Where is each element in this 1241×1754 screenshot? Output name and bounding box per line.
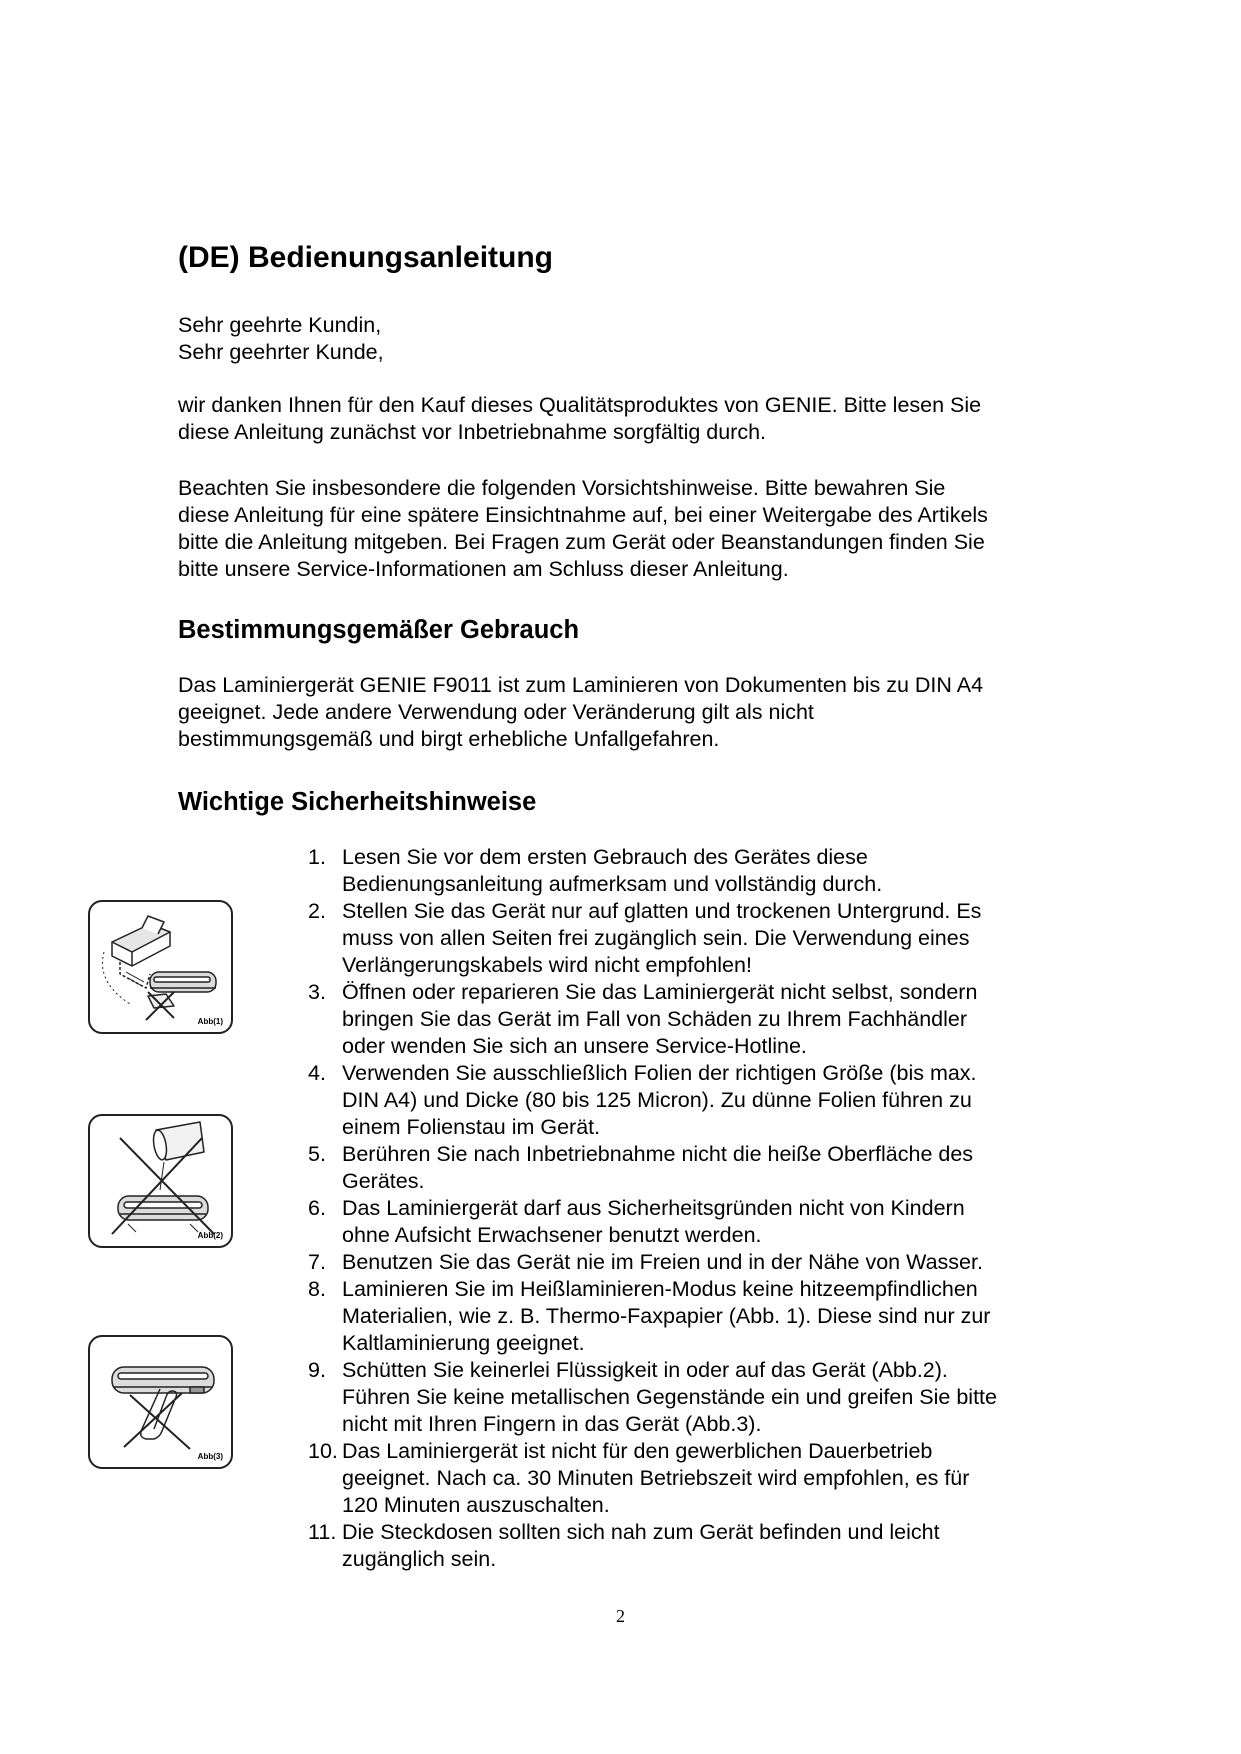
item-number: 9.: [308, 1358, 326, 1382]
item-number: 1.: [308, 845, 326, 869]
item-line: Verwenden Sie ausschließlich Folien der richtigen Größe (bis max.: [342, 1061, 977, 1085]
item-number: 11.: [308, 1520, 337, 1544]
item-line: Verlängerungskabels wird nicht empfohlen!: [342, 953, 752, 977]
safety-item: [308, 898, 1098, 979]
item-line: Stellen Sie das Gerät nur auf glatten und trockenen Untergrund. Es: [342, 899, 982, 923]
notice-line: Beachten Sie insbesondere die folgenden Vorsichtshinweise. Bitte bewahren Sie: [178, 476, 946, 500]
item-line: Materialien, wie z. B. Thermo-Faxpapier (Abb. 1). Diese sind nur zur: [342, 1304, 991, 1328]
item-number: 10.: [308, 1439, 338, 1463]
safety-item: [308, 1438, 1098, 1519]
item-line: Gerätes.: [342, 1169, 425, 1193]
item-number: 3.: [308, 980, 326, 1004]
salutation-line: Sehr geehrter Kunde,: [178, 340, 384, 364]
figure-abb1: [88, 900, 233, 1034]
notice-line: bitte die Anleitung mitgeben. Bei Fragen zum Gerät oder Beanstandungen finden Sie: [178, 530, 985, 554]
notice-line: diese Anleitung für eine spätere Einsichtnahme auf, bei einer Weitergabe des Artikels: [178, 503, 988, 527]
intro-line: wir danken Ihnen für den Kauf dieses Qualitätsproduktes von GENIE. Bitte lesen Sie: [178, 393, 982, 417]
item-line: DIN A4) und Dicke (80 bis 125 Micron). Zu dünne Folien führen zu: [342, 1088, 972, 1112]
safety-item: [308, 844, 1098, 898]
item-line: Die Steckdosen sollten sich nah zum Gerät befinden und leicht: [342, 1520, 940, 1544]
intended-use-paragraph: [178, 672, 1078, 753]
item-number: 7.: [308, 1250, 326, 1274]
figure-label: Abb(3): [197, 1452, 223, 1461]
item-line: bringen Sie das Gerät im Fall von Schäden zu Ihrem Fachhändler: [342, 1007, 968, 1031]
figure-label: Abb(1): [197, 1017, 223, 1026]
item-line: zugänglich sein.: [342, 1547, 497, 1571]
safety-heading: Wichtige Sicherheitshinweise: [178, 788, 537, 816]
item-line: Das Laminiergerät darf aus Sicherheitsgründen nicht von Kindern: [342, 1196, 965, 1220]
intro-paragraph: [178, 392, 1078, 446]
safety-item: [308, 1060, 1098, 1141]
item-number: 4.: [308, 1061, 326, 1085]
notice-paragraph: [178, 475, 1078, 583]
item-line: Führen Sie keine metallischen Gegenstände ein und greifen Sie bitte: [342, 1385, 997, 1409]
item-line: Kaltlaminierung geeignet.: [342, 1331, 585, 1355]
item-line: Lesen Sie vor dem ersten Gebrauch des Gerätes diese: [342, 845, 868, 869]
item-line: ohne Aufsicht Erwachsener benutzt werden.: [342, 1223, 762, 1247]
safety-list: [308, 844, 1098, 1573]
safety-item: [308, 1249, 1098, 1276]
item-number: 2.: [308, 899, 326, 923]
page-number: 2: [616, 1606, 625, 1626]
item-line: einem Folienstau im Gerät.: [342, 1115, 601, 1139]
item-line: Bedienungsanleitung aufmerksam und vollständig durch.: [342, 872, 883, 896]
figure-abb2: [88, 1114, 233, 1248]
figure-label: Abb(2): [197, 1231, 223, 1240]
item-line: muss von allen Seiten frei zugänglich sein. Die Verwendung eines: [342, 926, 970, 950]
paperclip-laminator-icon: [90, 1337, 235, 1471]
figure-abb3: [88, 1335, 233, 1469]
item-line: Schütten Sie keinerlei Flüssigkeit in oder auf das Gerät (Abb.2).: [342, 1358, 948, 1382]
item-line: oder wenden Sie sich an unsere Service-Hotline.: [342, 1034, 807, 1058]
safety-item: [308, 1141, 1098, 1195]
item-line: nicht mit Ihren Fingern in das Gerät (Abb.3).: [342, 1412, 762, 1436]
intended-use-line: bestimmungsgemäß und birgt erhebliche Unfallgefahren.: [178, 727, 720, 751]
safety-item: [308, 1357, 1098, 1438]
item-line: Das Laminiergerät ist nicht für den gewerblichen Dauerbetrieb: [342, 1439, 933, 1463]
item-line: geeignet. Nach ca. 30 Minuten Betriebszeit wird empfohlen, es für: [342, 1466, 970, 1490]
item-line: Öffnen oder reparieren Sie das Laminiergerät nicht selbst, sondern: [342, 980, 978, 1004]
fax-laminator-icon: [90, 902, 235, 1036]
safety-item: [308, 979, 1098, 1060]
item-line: Berühren Sie nach Inbetriebnahme nicht die heiße Oberfläche des: [342, 1142, 974, 1166]
intended-use-line: Das Laminiergerät GENIE F9011 ist zum Laminieren von Dokumenten bis zu DIN A4: [178, 673, 984, 697]
item-line: 120 Minuten auszuschalten.: [342, 1493, 610, 1517]
salutation-line: Sehr geehrte Kundin,: [178, 313, 382, 337]
safety-item: [308, 1276, 1098, 1357]
intended-use-heading: Bestimmungsgemäßer Gebrauch: [178, 616, 580, 644]
notice-line: bitte unsere Service-Informationen am Schluss dieser Anleitung.: [178, 557, 789, 581]
item-number: 6.: [308, 1196, 326, 1220]
intro-line: diese Anleitung zunächst vor Inbetriebnahme sorgfältig durch.: [178, 420, 767, 444]
item-number: 5.: [308, 1142, 326, 1166]
salutation: [178, 312, 1078, 366]
safety-item: [308, 1195, 1098, 1249]
liquid-laminator-icon: [90, 1116, 235, 1250]
intended-use-line: geeignet. Jede andere Verwendung oder Veränderung gilt als nicht: [178, 700, 814, 724]
page-title: (DE) Bedienungsanleitung: [178, 241, 553, 274]
item-number: 8.: [308, 1277, 326, 1301]
item-line: Benutzen Sie das Gerät nie im Freien und in der Nähe von Wasser.: [342, 1250, 983, 1274]
item-line: Laminieren Sie im Heißlaminieren-Modus keine hitzeempfindlichen: [342, 1277, 978, 1301]
safety-item: [308, 1519, 1098, 1573]
